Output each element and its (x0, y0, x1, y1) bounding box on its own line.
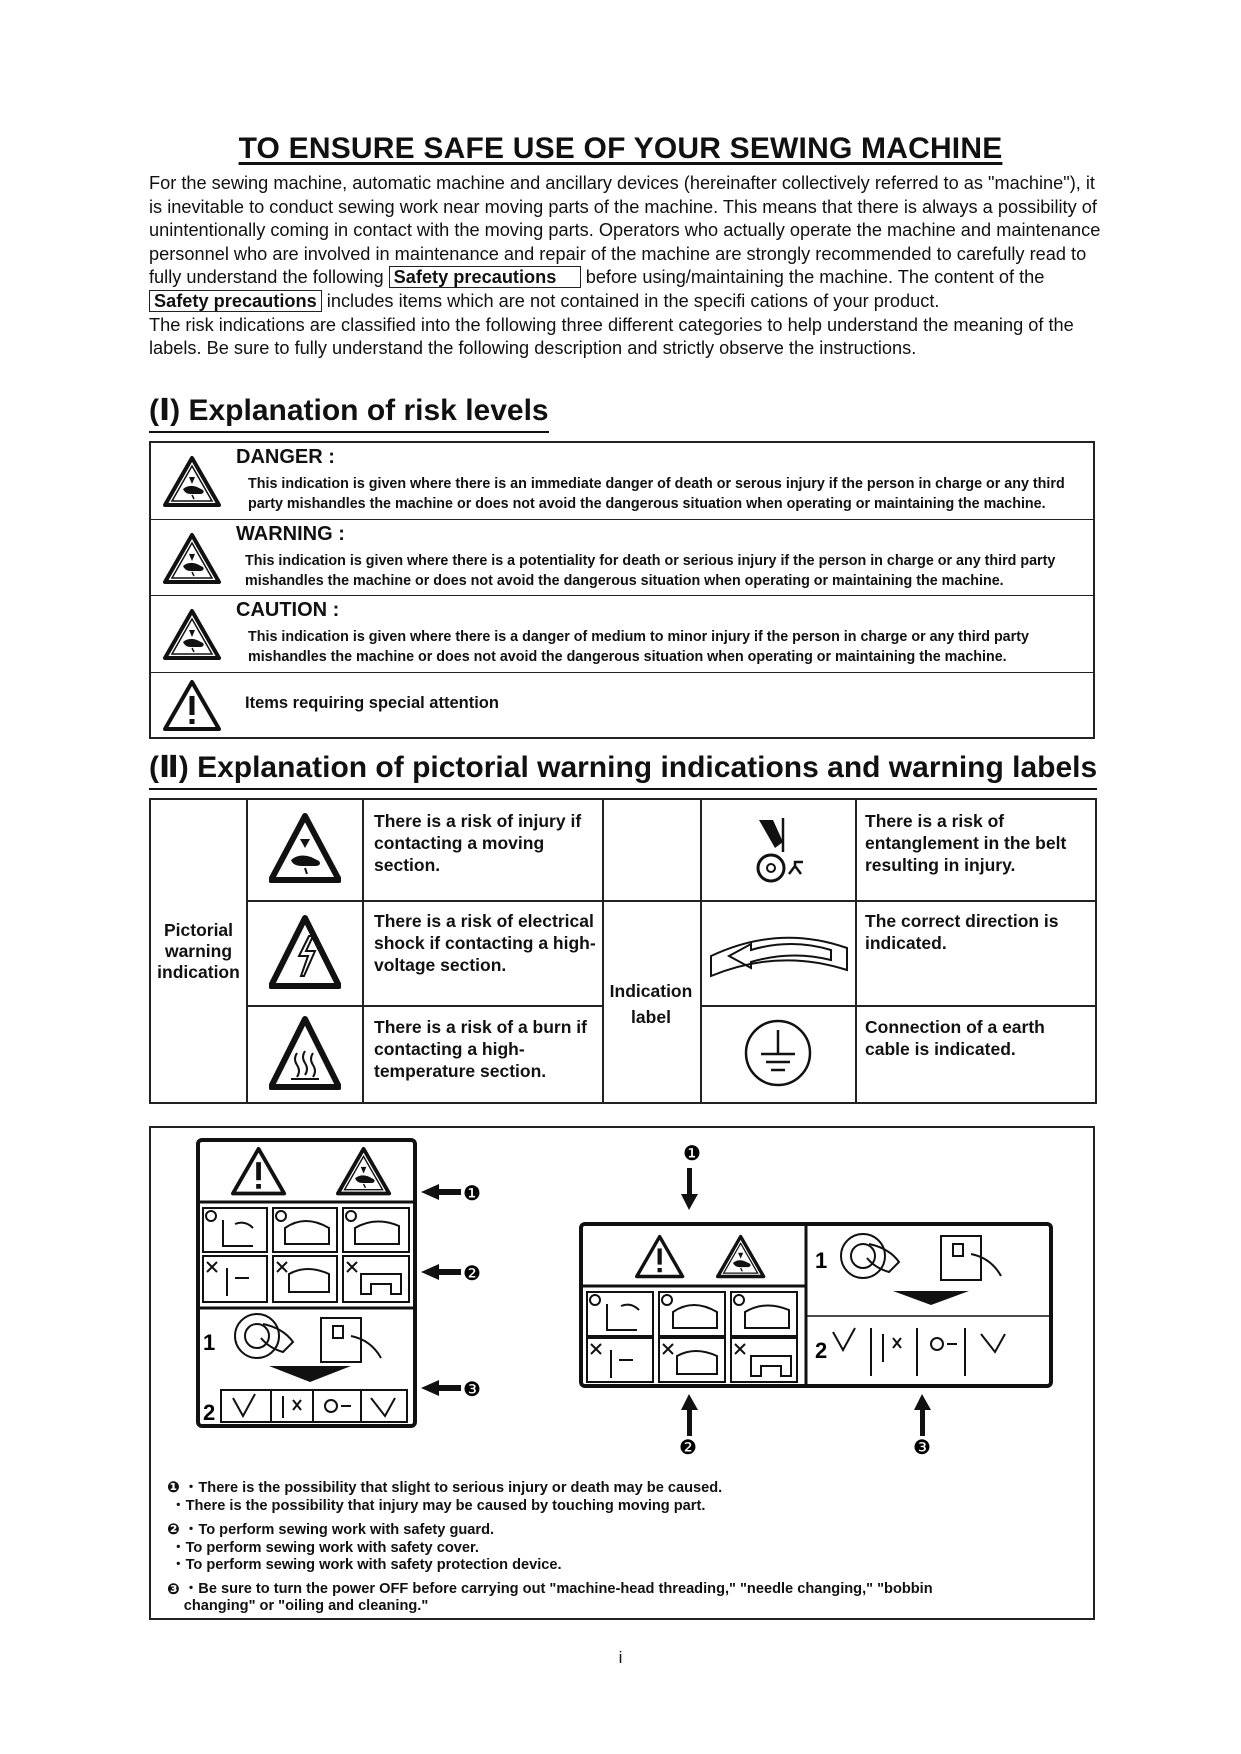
note-2: ❷ ・To perform sewing work with safety guard. ・To perform sewing work with safety cover. ・To perform sewing work with safety protection device. (167, 1521, 562, 1573)
marker-2: ❷ (463, 1261, 481, 1285)
risk-row-danger (151, 443, 1093, 520)
pictorial-text: There is a risk of a burn if contacting a high-temperature section. (374, 1017, 587, 1081)
step-number-2: 2 (815, 1338, 828, 1363)
risk-name: DANGER : (236, 446, 335, 468)
marker-3: ❸ (463, 1377, 481, 1401)
marker-1: ❶ (463, 1181, 481, 1205)
indication-text: There is a risk of entanglement in the belt resulting in injury. (865, 811, 1067, 875)
indication-text: Connection of a earth cable is indicated. (865, 1017, 1045, 1059)
section2-heading: (Ⅱ) Explanation of pictorial warning indications and warning labels (149, 750, 1097, 790)
intro-part3: includes items which are not contained in the specifi cations of your product. (326, 290, 940, 311)
hand-warning-icon (163, 455, 221, 507)
intro-text (149, 172, 1109, 361)
risk-name: CAUTION : (236, 599, 340, 621)
earth-ground-icon (743, 1018, 813, 1088)
risk-row-attention (151, 673, 1093, 737)
pictorial-warning-table (149, 798, 1097, 1104)
risk-description: This indication is given where there is an immediate danger of death or serous injury if the person in charge or any third party mishandles the machine or does not avoid the dangerous situation when operating or maintaining the machine. (248, 476, 1065, 512)
hot-surface-icon (269, 1015, 341, 1093)
exclamation-warning-icon (163, 679, 221, 731)
risk-description: This indication is given where there is a potentiality for death or serious injury if the person in charge or any third party mishandles the machine or does not avoid the dangerous situation when operating or maintaining the machine. (245, 553, 1056, 589)
indication-label-label: Indication label (609, 981, 693, 1027)
page-number: i (618, 1648, 623, 1667)
section1-heading: (Ⅰ) Explanation of risk levels (149, 393, 549, 433)
high-voltage-icon (269, 914, 341, 992)
label-notes (167, 1479, 1077, 1616)
note-3: ❸ ・Be sure to turn the power OFF before carrying out "machine-head threading," "needle changing," "bobbin changing" or "oiling and cleaning." (167, 1580, 933, 1614)
risk-row-caution (151, 596, 1093, 673)
intro-part1: For the sewing machine, automatic machine and ancillary devices (hereinafter collectively referred to as "machine"), it is inevitable to conduct sewing work near moving parts of the machine. This means that there is always a possibility of unintentionally coming in contact with the moving parts. Operators who actually operate the machine and maintenance personnel who are involved in maintenance and repair of the machine are strongly recommended to carefully read to fully understand the following (149, 173, 1101, 288)
risk-levels-table (149, 441, 1095, 739)
intro-part2: before using/maintaining the machine. The content of the (585, 267, 1045, 288)
risk-description: Items requiring special attention (245, 694, 499, 712)
horizontal-warning-label (581, 1141, 1051, 1458)
marker-2: ❷ (679, 1435, 697, 1458)
risk-name: WARNING : (236, 523, 345, 545)
hand-warning-icon (163, 532, 221, 584)
belt-entanglement-icon (741, 814, 813, 886)
intro-para2: The risk indications are classified into the following three different categories to help understand the meaning of the labels. Be sure to fully understand the following description and strictly observe the instructions. (149, 314, 1074, 359)
indication-text: The correct direction is indicated. (865, 911, 1059, 953)
risk-row-warning (151, 520, 1093, 596)
warning-label-illustrations (151, 1128, 1093, 1458)
marker-1: ❶ (683, 1141, 701, 1165)
risk-description: This indication is given where there is a danger of medium to minor injury if the person in charge or any third party mishandles the machine or does not avoid the dangerous situation when operating or maintaining the machine. (248, 629, 1029, 665)
pictorial-warning-label: Pictorial warning indication (157, 920, 240, 982)
step-number-1: 1 (815, 1248, 828, 1273)
marker-3: ❸ (913, 1435, 931, 1458)
pictorial-text: There is a risk of injury if contacting a moving section. (374, 811, 582, 875)
safety-precautions-box-1: Safety precautions (389, 266, 581, 288)
direction-arrow-icon (709, 926, 849, 984)
pictorial-text: There is a risk of electrical shock if contacting a high-voltage section. (374, 911, 596, 975)
hand-warning-icon (163, 608, 221, 660)
warning-labels-box (149, 1126, 1095, 1620)
note-1: ❶ ・There is the possibility that slight to serious injury or death may be caused. ・There is the possibility that injury may be caused by touching moving part. (167, 1479, 723, 1514)
page-title: TO ENSURE SAFE USE OF YOUR SEWING MACHINE (238, 132, 1003, 165)
step-number-2: 2 (203, 1400, 216, 1425)
step-number-1: 1 (203, 1330, 216, 1355)
safety-precautions-box-2: Safety precautions (149, 290, 322, 312)
vertical-warning-label (198, 1140, 481, 1426)
moving-part-hand-icon (269, 812, 341, 886)
